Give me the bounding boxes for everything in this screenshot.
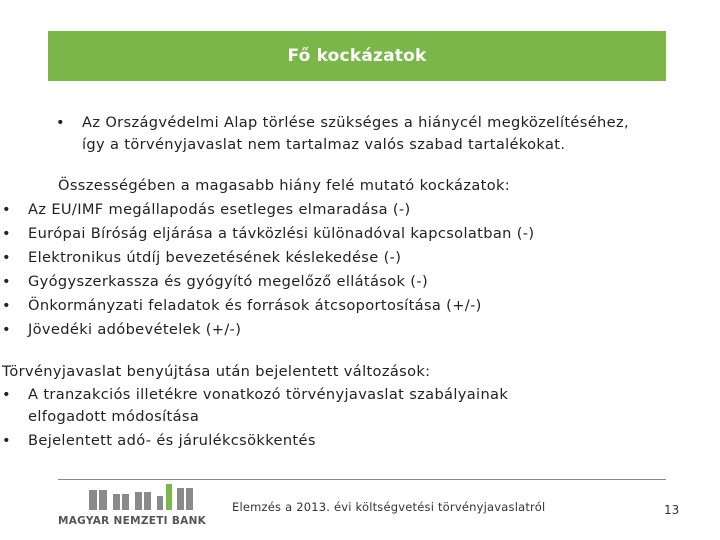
slide-title: Fő kockázatok <box>287 46 427 66</box>
bullet-marker: • <box>2 273 11 290</box>
list-item <box>2 384 622 428</box>
list-item-text: Bejelentett adó- és járulékcsökkentés <box>28 432 316 449</box>
footer-caption: Elemzés a 2013. évi költségvetési törvényjavaslatról <box>232 500 546 514</box>
bullet-marker: • <box>2 432 11 449</box>
mnb-logo <box>56 482 206 532</box>
list-item-text-line-1: A tranzakciós illetékre vonatkozó törvényjavaslat szabályainak <box>28 386 509 403</box>
list-item-text: Jövedéki adóbevételek (+/-) <box>28 321 242 338</box>
list-item-text: Önkormányzati feladatok és források átcsoportosítása (+/-) <box>28 297 482 314</box>
list-item <box>2 198 622 222</box>
bullet-marker: • <box>2 249 11 266</box>
bullet-marker: • <box>2 201 11 218</box>
mnb-bars-logo-icon <box>89 484 199 510</box>
risks-section <box>2 174 676 342</box>
list-item-text: Gyógyszerkassza és gyógyító megelőző ellátások (-) <box>28 273 429 290</box>
intro-bullet-line-2: így a törvényjavaslat nem tartalmaz valós szabad tartalékokat. <box>82 136 566 153</box>
bullet-marker: • <box>2 297 11 314</box>
list-item <box>2 246 622 270</box>
footer-divider <box>58 479 666 480</box>
slide-content <box>2 112 676 454</box>
list-item-text: Európai Bíróság eljárása a távközlési különadóval kapcsolatban (-) <box>28 225 535 242</box>
list-item-text: Az EU/IMF megállapodás esetleges elmaradása (-) <box>28 201 411 218</box>
changes-section <box>2 360 622 454</box>
list-item <box>2 270 622 294</box>
bullet-marker: • <box>2 225 11 242</box>
list-item <box>2 318 622 342</box>
bullet-marker: • <box>2 321 11 338</box>
logo-text: MAGYAR NEMZETI BANK <box>58 515 207 527</box>
list-item <box>2 222 622 246</box>
changes-heading: Törvényjavaslat benyújtása után bejelentett változások: <box>2 363 431 380</box>
bullet-marker: • <box>56 114 65 131</box>
list-item <box>2 294 622 318</box>
risks-heading: Összességében a magasabb hiány felé mutató kockázatok: <box>58 177 511 194</box>
intro-bullet <box>56 112 676 156</box>
intro-bullet-line-1: Az Országvédelmi Alap törlése szükséges a hiánycél megközelítéséhez, <box>82 114 629 131</box>
page-number: 13 <box>664 503 680 517</box>
list-item-text-line-2: elfogadott módosítása <box>28 408 200 425</box>
list-item-text: Elektronikus útdíj bevezetésének késlekedése (-) <box>28 249 402 266</box>
bullet-marker: • <box>2 386 11 403</box>
slide-title-bar <box>48 31 666 81</box>
list-item <box>2 428 622 454</box>
